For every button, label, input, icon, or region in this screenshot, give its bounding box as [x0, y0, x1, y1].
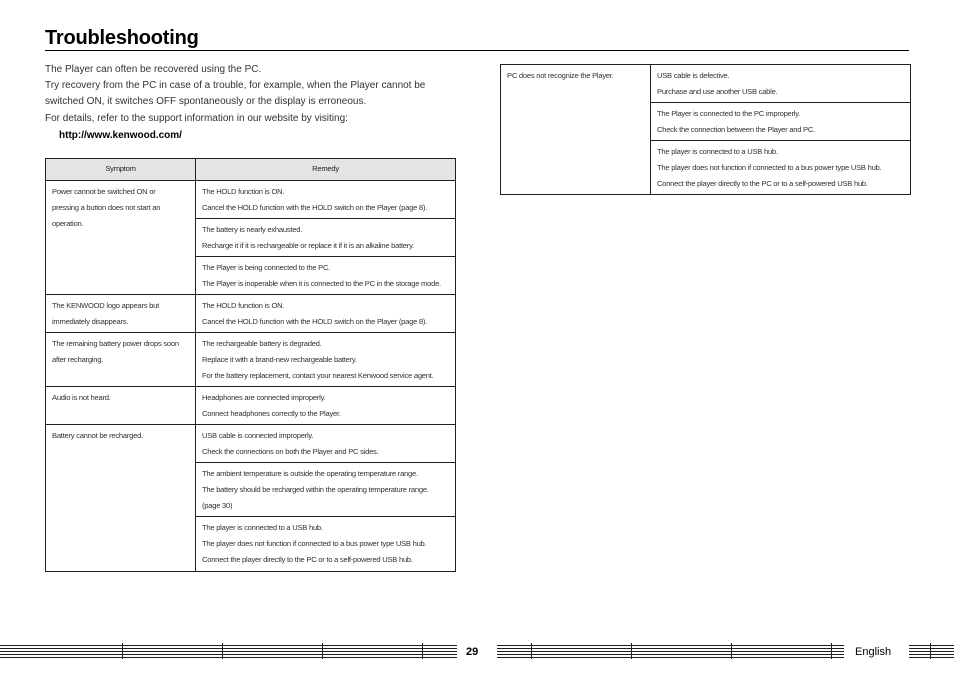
- symptom-cell: [46, 295, 196, 333]
- remedy-line: The Player is being connected to the PC.: [202, 263, 331, 272]
- remedy-cell: [196, 181, 456, 219]
- remedy-line: Connect the player directly to the PC or to a self-powered USB hub.: [657, 179, 868, 189]
- remedy-line: Recharge it if it is rechargeable or replace it if it is an alkaline battery.: [202, 241, 414, 251]
- table-row: [46, 425, 456, 463]
- remedy-line: The player is connected to a USB hub.: [202, 523, 323, 532]
- footer-rules-left: [0, 643, 457, 659]
- page-footer: [0, 643, 954, 663]
- remedy-line: The battery is nearly exhausted.: [202, 225, 303, 234]
- title-divider: [45, 50, 909, 51]
- remedy-cell: [651, 141, 911, 195]
- remedy-line: Connect the player directly to the PC or to a self-powered USB hub.: [202, 555, 413, 565]
- troubleshooting-table-continued: [500, 64, 911, 195]
- troubleshooting-table: [45, 158, 456, 572]
- remedy-line: USB cable is connected improperly.: [202, 431, 314, 440]
- remedy-line: The player is connected to a USB hub.: [657, 147, 778, 156]
- intro-line: switched ON, it switches OFF spontaneously or the display is erroneous.: [45, 96, 367, 108]
- remedy-line: The HOLD function is ON.: [202, 301, 285, 310]
- table-row: [46, 295, 456, 333]
- remedy-line: The rechargeable battery is degraded.: [202, 339, 322, 348]
- table-row: [46, 181, 456, 219]
- remedy-line: The Player is connected to the PC improperly.: [657, 109, 801, 118]
- remedy-cell: [651, 103, 911, 141]
- symptom-text: Battery cannot be recharged.: [52, 431, 143, 440]
- symptom-cell: [46, 425, 196, 572]
- symptom-text: The remaining battery power drops soon after recharging.: [52, 339, 179, 365]
- remedy-line: Headphones are connected improperly.: [202, 393, 326, 402]
- symptom-text: Power cannot be switched ON or pressing a button does not start an operation.: [52, 187, 161, 229]
- table-row: [46, 387, 456, 425]
- remedy-cell: [196, 387, 456, 425]
- intro-text: [45, 62, 465, 144]
- symptom-cell: [46, 181, 196, 295]
- remedy-line: The battery should be recharged within the operating temperature range.: [202, 485, 429, 495]
- intro-line: For details, refer to the support information in our website by visiting:: [45, 112, 348, 124]
- remedy-cell: [196, 517, 456, 572]
- remedy-cell: [196, 333, 456, 387]
- symptom-text: Audio is not heard.: [52, 393, 111, 402]
- remedy-line: (page 30): [202, 501, 233, 511]
- remedy-line: USB cable is defective.: [657, 71, 730, 80]
- symptom-text: The KENWOOD logo appears but immediately disappears.: [52, 301, 159, 327]
- support-url-link[interactable]: http://www.kenwood.com/: [59, 129, 182, 141]
- remedy-line: Replace it with a brand-new rechargeable battery.: [202, 355, 357, 365]
- remedy-cell: [196, 295, 456, 333]
- table-row: [46, 333, 456, 387]
- intro-line: Try recovery from the PC in case of a trouble, for example, when the Player cannot be: [45, 80, 426, 92]
- symptom-text: PC does not recognize the Player.: [507, 71, 614, 80]
- remedy-cell: [196, 219, 456, 257]
- symptom-cell: [46, 333, 196, 387]
- remedy-cell: [196, 257, 456, 295]
- remedy-line: Cancel the HOLD function with the HOLD switch on the Player (page 8).: [202, 203, 428, 213]
- remedy-line: Cancel the HOLD function with the HOLD switch on the Player (page 8).: [202, 317, 428, 327]
- intro-line: The Player can often be recovered using the PC.: [45, 64, 262, 75]
- language-label: English: [855, 646, 892, 658]
- remedy-line: The player does not function if connected to a bus power type USB hub.: [202, 539, 427, 549]
- symptom-cell: [46, 387, 196, 425]
- table-header-row: [46, 159, 456, 181]
- page-title: Troubleshooting: [45, 27, 199, 49]
- remedy-line: The Player is inoperable when it is connected to the PC in the storage mode.: [202, 279, 441, 289]
- footer-rules-end: [909, 643, 954, 659]
- remedy-line: Connect headphones correctly to the Player.: [202, 409, 341, 419]
- remedy-line: For the battery replacement, contact your nearest Kenwood service agent.: [202, 371, 434, 381]
- page-number: 29: [466, 646, 479, 658]
- symptom-cell: [501, 65, 651, 195]
- remedy-cell: [196, 425, 456, 463]
- remedy-line: The ambient temperature is outside the operating temperature range.: [202, 469, 418, 478]
- remedy-cell: [651, 65, 911, 103]
- remedy-line: The player does not function if connected to a bus power type USB hub.: [657, 163, 882, 173]
- table-row: [501, 65, 911, 103]
- remedy-cell: [196, 463, 456, 517]
- symptom-column-header: Symptom: [46, 159, 196, 181]
- remedy-column-header: Remedy: [196, 159, 456, 181]
- remedy-line: Purchase and use another USB cable.: [657, 87, 778, 97]
- footer-rules-right: [497, 643, 844, 659]
- remedy-line: Check the connections on both the Player and PC sides.: [202, 447, 379, 457]
- remedy-line: The HOLD function is ON.: [202, 187, 285, 196]
- remedy-line: Check the connection between the Player and PC.: [657, 125, 815, 135]
